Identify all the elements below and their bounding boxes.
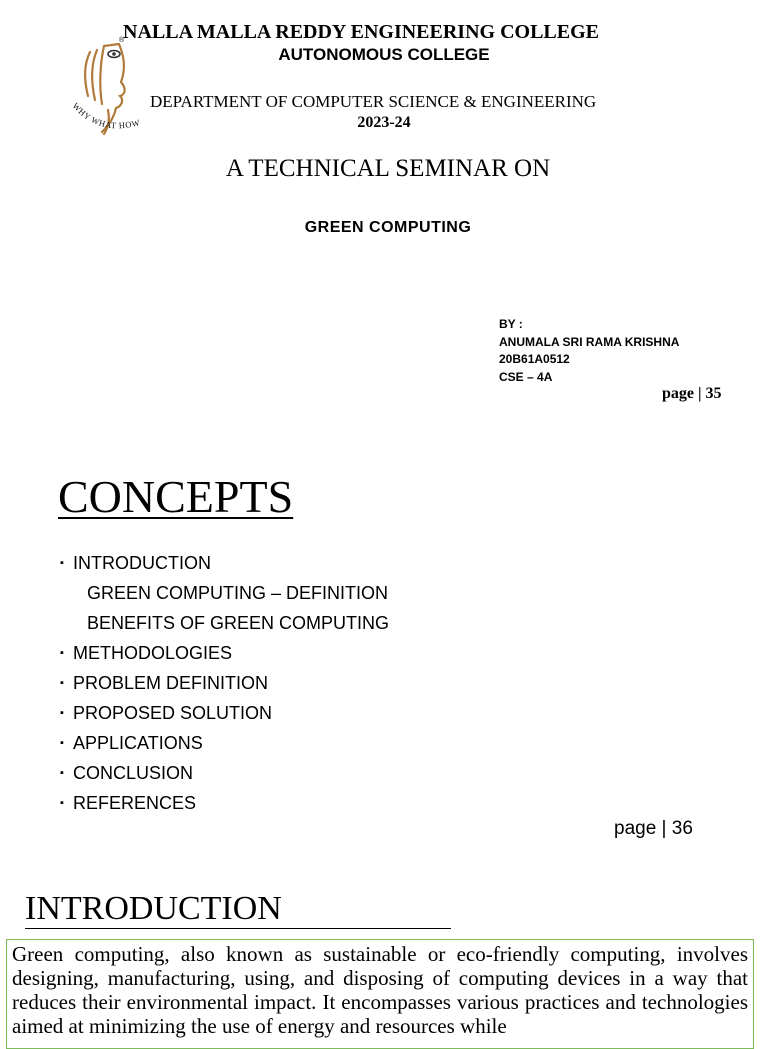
concept-item-label: GREEN COMPUTING – DEFINITION (87, 583, 389, 603)
introduction-text: Green computing, also known as sustainable or eco-friendly computing, involves designing, manufacturing, using, and disposing of computing devices in a way that reduces their environmental impact. It encompasses various practices and technologies aimed at minimizing the use of energy and resources while (12, 942, 748, 1038)
seminar-heading: A TECHNICAL SEMINAR ON (225, 155, 551, 182)
concept-item (60, 788, 389, 818)
concept-item (60, 728, 389, 758)
page-number: page | 36 (614, 818, 693, 839)
logo-registered-mark: ® (119, 37, 125, 44)
concept-item (60, 578, 389, 608)
square-bullet-icon: ▪ (60, 677, 64, 689)
concept-item-label: METHODOLOGIES (73, 643, 233, 663)
title-underline (25, 928, 451, 929)
concept-item (60, 548, 389, 578)
concept-item (60, 668, 389, 698)
concepts-list (60, 548, 389, 818)
concept-item-label: PROBLEM DEFINITION (73, 673, 269, 693)
square-bullet-icon: ▪ (60, 767, 64, 779)
author-name: ANUMALA SRI RAMA KRISHNA (499, 334, 680, 349)
square-bullet-icon: ▪ (60, 797, 64, 809)
square-bullet-icon: ▪ (60, 557, 64, 569)
academic-year: 2023-24 (357, 114, 411, 131)
author-block (499, 316, 679, 386)
concept-item (60, 758, 389, 788)
concept-item-label: INTRODUCTION (73, 553, 211, 573)
seminar-topic: GREEN COMPUTING (304, 219, 472, 236)
college-subtitle: AUTONOMOUS COLLEGE (278, 45, 490, 64)
square-bullet-icon: ▪ (60, 647, 64, 659)
concept-item (60, 608, 389, 638)
concept-item-label: APPLICATIONS (73, 733, 203, 753)
square-bullet-icon: ▪ (60, 707, 64, 719)
concept-item (60, 638, 389, 668)
by-label: BY : (499, 317, 523, 331)
concept-item-label: REFERENCES (73, 793, 197, 813)
concept-item-label: PROPOSED SOLUTION (73, 703, 273, 723)
introduction-title: INTRODUCTION (25, 890, 282, 927)
page-number: page | 35 (662, 385, 722, 402)
logo-motto: WHY WHAT HOW (70, 100, 142, 131)
department-name: DEPARTMENT OF COMPUTER SCIENCE & ENGINEERING (150, 92, 597, 111)
roll-number: 20B61A0512 (499, 352, 570, 366)
square-bullet-icon: ▪ (60, 737, 64, 749)
concept-item (60, 698, 389, 728)
concept-item-label: CONCLUSION (73, 763, 194, 783)
class-section: CSE – 4A (499, 369, 553, 384)
concepts-title: CONCEPTS (58, 471, 294, 522)
introduction-text-box (6, 939, 754, 1049)
concept-item-label: BENEFITS OF GREEN COMPUTING (87, 613, 390, 633)
college-name: NALLA MALLA REDDY ENGINEERING COLLEGE (123, 21, 600, 43)
